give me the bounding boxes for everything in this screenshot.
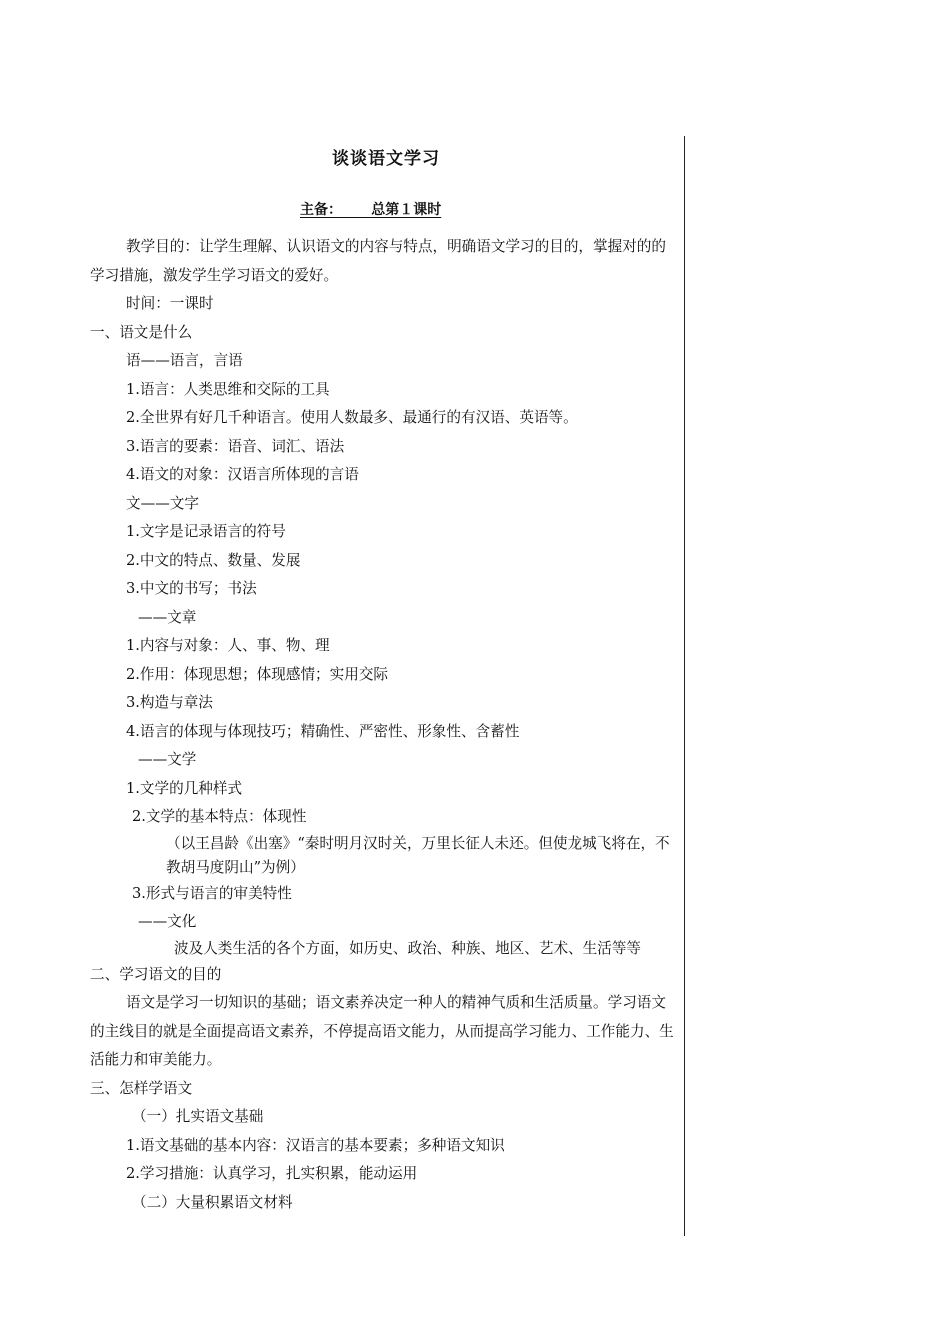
list-item: 1.语文基础的基本内容：汉语言的基本要素；多种语文知识 xyxy=(126,1136,505,1154)
subheading-accumulate: （二）大量积累语文材料 xyxy=(132,1193,293,1211)
list-item: 1.语言：人类思维和交际的工具 xyxy=(126,380,330,398)
list-item: 2.中文的特点、数量、发展 xyxy=(126,551,301,569)
list-item: 3.中文的书写；书法 xyxy=(126,580,257,597)
list-item: 1.内容与对象：人、事、物、理 xyxy=(126,637,330,654)
list-item: 2.作用：体现思想；体现感情；实用交际 xyxy=(126,665,389,683)
subheading-foundation: （一）扎实语文基础 xyxy=(132,1108,264,1125)
list-item: 2.全世界有好几千种语言。使用人数最多、最通行的有汉语、英语等。 xyxy=(126,409,578,426)
subheading-wenhua: ——文化 xyxy=(138,913,197,930)
page-title: 谈谈语文学习 xyxy=(332,149,440,169)
section-heading-3: 三、怎样学语文 xyxy=(90,1079,193,1097)
section-heading-1: 一、语文是什么 xyxy=(90,323,193,341)
list-item: 3.形式与语言的审美特性 xyxy=(132,884,292,902)
purpose-paragraph: 语文是学习一切知识的基础；语文素养决定一种人的精神气质和生活质量。学习语文的主线目的就是全面提高语文素养，不停提高语文能力，从而提高学习能力、工作能力、生活能力和审美能力。 xyxy=(90,994,674,1068)
margin-rule xyxy=(684,136,685,1236)
list-item: 1.文字是记录语言的符号 xyxy=(126,523,286,540)
culture-description: 波及人类生活的各个方面，如历史、政治、种族、地区、艺术、生活等等 xyxy=(174,939,642,957)
subheading-yu: 语——语言，言语 xyxy=(126,352,243,369)
list-item: 4.语文的对象：汉语言所体现的言语 xyxy=(126,466,359,483)
subheading-wenxue: ——文学 xyxy=(138,751,197,768)
list-item: 2.文学的基本特点：体现性 xyxy=(132,808,307,825)
list-item: 2.学习措施：认真学习，扎实积累，能动运用 xyxy=(126,1165,418,1182)
list-item: 3.构造与章法 xyxy=(126,694,213,711)
subheading-wenzhang: ——文章 xyxy=(138,608,197,626)
list-item: 4.语言的体现与体现技巧；精确性、严密性、形象性、含蓄性 xyxy=(126,722,520,740)
poem-example-note: （以王昌龄《出塞》“秦时明月汉时关，万里长征人未还。但使龙城飞将在，不教胡马度阴山”为例） xyxy=(166,834,670,876)
list-item: 3.语言的要素：语音、词汇、语法 xyxy=(126,437,345,455)
lesson-subtitle: 主备： 总第１课时 xyxy=(300,202,442,218)
list-item: 1.文学的几种样式 xyxy=(126,779,243,797)
time-line: 时间：一课时 xyxy=(126,295,214,312)
subheading-wen: 文——文字 xyxy=(126,494,199,512)
section-heading-2: 二、学习语文的目的 xyxy=(90,965,222,983)
document-body xyxy=(90,233,680,1217)
teaching-goal-paragraph: 教学目的：让学生理解、认识语文的内容与特点，明确语文学习的目的，掌握对的的学习措施，激发学生学习语文的爱好。 xyxy=(90,238,666,284)
